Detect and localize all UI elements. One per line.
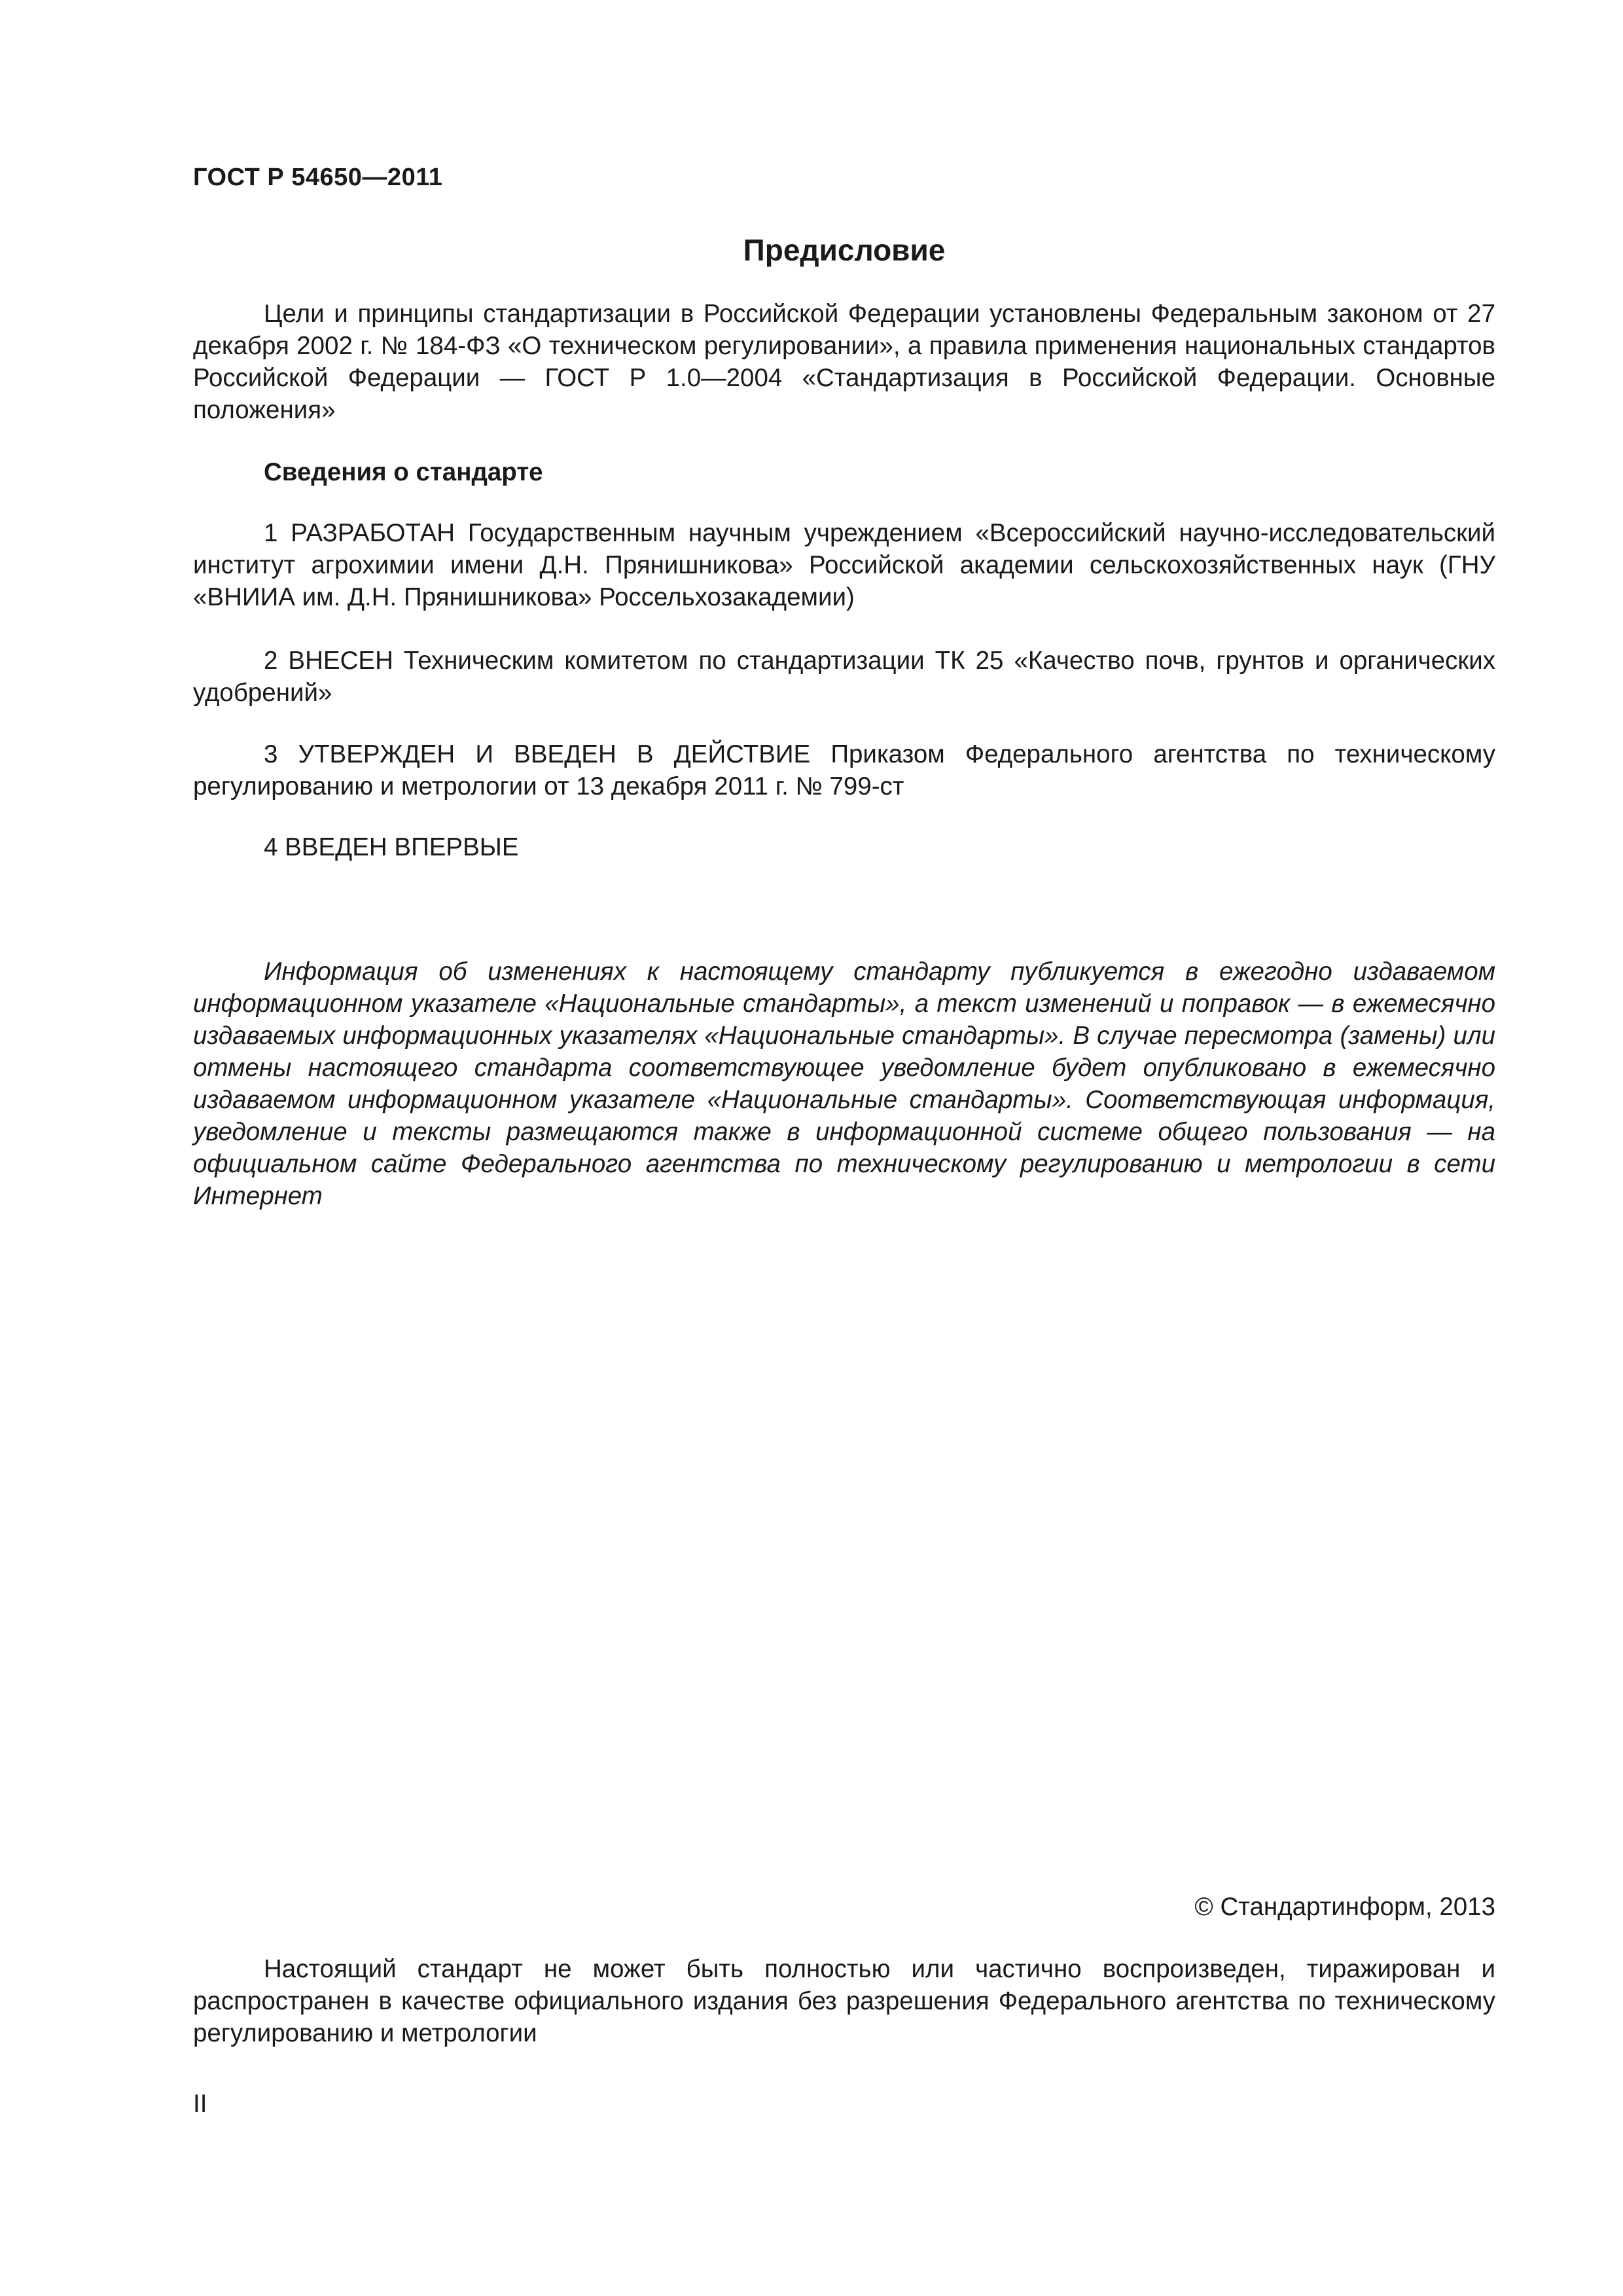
page-number: II bbox=[193, 2090, 207, 2118]
document-code-header: ГОСТ Р 54650—2011 bbox=[193, 164, 443, 191]
info-item-developed: 1 РАЗРАБОТАН Государственным научным учреждением «Всероссийский научно-исследовательский институт агрохимии имени Д.Н. Прянишникова» Российской академии сельскохозяйственных наук (ГНУ «ВНИИА им. Д.Н. Прянишникова» Россельхозакадемии) bbox=[193, 519, 1495, 611]
info-item-first-introduced: 4 ВВЕДЕН ВПЕРВЫЕ bbox=[264, 833, 519, 861]
copyright-notice: © Стандартинформ, 2013 bbox=[1194, 1893, 1495, 1921]
preface-title: Предисловие bbox=[743, 233, 946, 267]
info-item-submitted: 2 ВНЕСЕН Техническим комитетом по стандартизации ТК 25 «Качество почв, грунтов и органических удобрений» bbox=[193, 647, 1495, 707]
info-item-approved: 3 УТВЕРЖДЕН И ВВЕДЕН В ДЕЙСТВИЕ Приказом Федерального агентства по техническому регулированию и метрологии от 13 декабря 2011 г. № 799-ст bbox=[193, 740, 1495, 800]
changes-information-notice: Информация об изменениях к настоящему стандарту публикуется в ежегодно издаваемом информационном указателе «Национальные стандарты», а текст изменений и поправок — в ежемесячно издаваемых информационных указателях «Национальные стандарты». В случае пересмотра (замены) или отмены настоящего стандарта соответствующее уведомление будет опубликовано в ежемесячно издаваемом информационном указателе «Национальные стандарты». Соответствующая информация, уведомление и тексты размещаются также в информационной системе общего пользования — на официальном сайте Федерального агентства по техническому регулированию и метрологии в сети Интернет bbox=[193, 958, 1495, 1210]
reproduction-notice: Настоящий стандарт не может быть полностью или частично воспроизведен, тиражирован и распространен в качестве официального издания без разрешения Федерального агентства по техническому регулированию и метрологии bbox=[193, 1955, 1495, 2047]
preface-intro-paragraph: Цели и принципы стандартизации в Российской Федерации установлены Федеральным законом от 27 декабря 2002 г. № 184-ФЗ «О техническом регулировании», а правила применения национальных стандартов Российской Федерации — ГОСТ Р 1.0—2004 «Стандартизация в Российской Федерации. Основные положения» bbox=[193, 300, 1495, 424]
standard-info-heading: Сведения о стандарте bbox=[264, 458, 543, 486]
